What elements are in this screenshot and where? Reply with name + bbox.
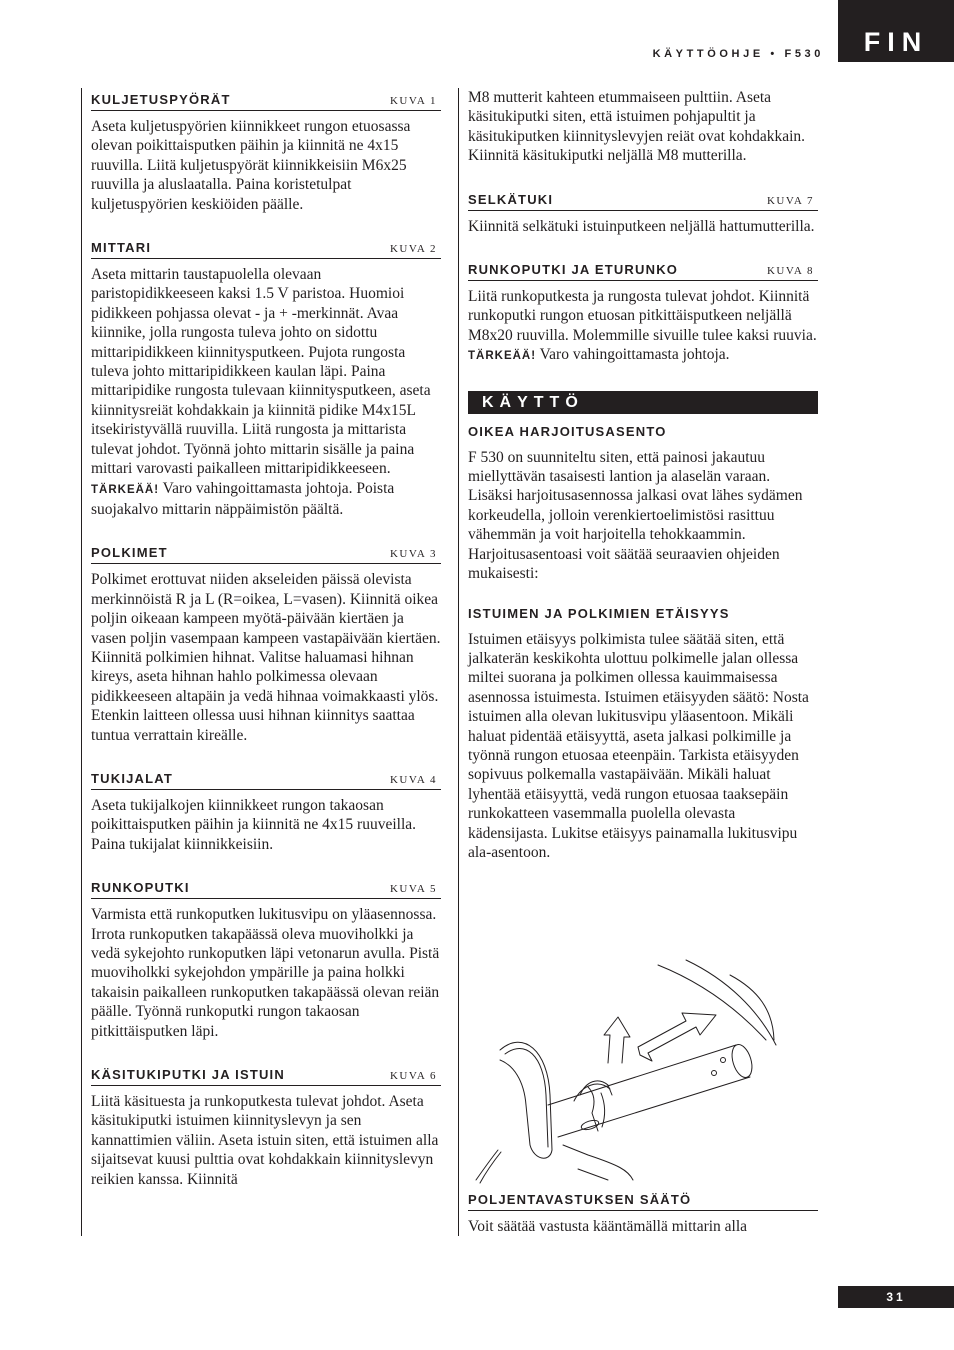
section-header: [468, 424, 818, 442]
left-column-rule: [81, 88, 82, 1236]
section-runkoputki-eturunko: [468, 258, 818, 367]
figure-reference: KUVA 2: [389, 243, 437, 256]
text-part: Aseta mittarin taustapuolella olevaan paristopidikkeeseen kaksi 1.5 V paristoa. Huomioi pidikkeen pohjassa olevat - ja + -merkinnät. Avaa kiinnike, jolla rungosta tuleva johto on sidottu mittaripidikkeen kiinnitysputkeen. Pujota rungosta tuleva johto mittaripidikkeen kaulan läpi. Paina mittaripidike rungosta tulevaan kiinnitysputkeen, aseta kiinnitysreiät kohdakkain ja kiinnitä pidike M4x15L itsekiristyvällä ruuvilla. Liitä rungosta ja mittarista tulevat johdot. Työnnä johto mittarin sisälle ja paina mittari varovasti paikalleen mittaripidikkeeseen.: [91, 266, 431, 478]
section-title: OIKEA HARJOITUSASENTO: [468, 423, 667, 439]
section-header: [91, 1063, 441, 1086]
section-text: Voit säätää vastusta kääntämällä mittarin alla: [468, 1218, 748, 1235]
section-kasitukiputki: [91, 1063, 441, 1189]
figure-reference: KUVA 3: [389, 548, 437, 561]
section-title: RUNKOPUTKI JA ETURUNKO: [468, 262, 679, 278]
section-kuljetuspyorat: [91, 88, 441, 214]
section-header: [91, 876, 441, 899]
figure-reference: KUVA 6: [389, 1070, 437, 1083]
seat-adjustment-illustration: [468, 955, 818, 1185]
continued-text: M8 mutterit kahteen etummaiseen pulttiin. Aseta käsitukiputki siten, että istuimen pohjapultit ja käsitukiputken kiinnityslevyjen reiät ovat kohdakkain. Kiinnitä käsitukiputki neljällä M8 mutterilla.: [468, 89, 806, 165]
section-header: [91, 541, 441, 564]
section-selkatuki: [468, 188, 818, 236]
section-header: [91, 767, 441, 790]
section-text: [91, 265, 441, 519]
section-text: F 530 on suunniteltu siten, että painosi jakautuu miellyttävän tasaisesti lantion ja alaselän varaan. Lisäksi harjoitusasennossa jalkasi ovat lähes sydämen korkeudella, jolloin verenkiertoelimistösi rasittuu vähemmän ja voit harjoitella tehokkaammin. Harjoitusasentoasi voit säätää seuraavien ohjeiden mukaisesti:: [468, 448, 803, 583]
text-part: Varo vahingoittamasta johtoja.: [539, 346, 730, 364]
section-title: POLKIMET: [91, 545, 168, 561]
section-header: [91, 88, 441, 111]
main-heading: KÄYTTÖ: [468, 391, 818, 414]
section-header: [91, 236, 441, 259]
figure-reference: KUVA 5: [389, 883, 437, 896]
section-title: SELKÄTUKI: [468, 191, 554, 207]
section-text: Istuimen etäisyys polkimista tulee säätää siten, että jalkaterän keskikohta ulottuu polkimelle jalan ollessa miltei suorana ja polkimen ollessa kauimmaisessa asennossa istuimesta. Istuimen etäisyyden säätö: Nosta istuimen alla olevan lukitusvipu yläasentoon. Mikäli haluat pidentää etäisyyttä, aseta jalkasi polkimille ja työnnä rungon etuosaa eteenpäin. Tarkista etäisyyden sopivuus polkemalla vastapäivään. Mikäli haluat lyhentää etäisyyttä, vedä rungon etuosaa taaksepäin runkokatteen vasemmalla puolella olevasta kädensijasta. Lukitse etäisyys painamalla lukitusvipu ala-asentoon.: [468, 630, 809, 861]
section-text: Liitä käsituesta ja runkoputkesta tulevat johdot. Aseta käsitukiputki istuimen kiinnityslevyn ja sen kannattimien väliin. Aseta istuin siten, että istuimen alla sijaitsevat kuusi pulttia ovat kohdakkain kiinnityslevyn reikien kanssa. Kiinnitä: [91, 1093, 439, 1188]
section-title: KULJETUSPYÖRÄT: [91, 92, 231, 107]
middle-column-rule: [458, 88, 459, 1236]
section-header: [468, 188, 818, 211]
section-title: TUKIJALAT: [91, 770, 174, 786]
section-text: Aseta tukijalkojen kiinnikkeet rungon takaosan poikittaisputken päihin ja kiinnitä ne 4x15 ruuveilla. Paina tukijalat kiinnikkeisiin.: [91, 796, 417, 853]
section-text: Kiinnitä selkätuki istuinputkeen neljällä hattumutterilla.: [468, 217, 815, 235]
section-text: Varmista että runkoputken lukitusvipu on yläasennossa. Irrota runkoputken takapäässä oleva muoviholkki ja vedä sykejohto runkoputken läpi vetonarun avulla. Pistä muoviholkki sykejohdon ympärille ja paina holkki takaisin paikalleen runkoputken takapäässä olevan reiän päälle. Työnnä runkoputki rungon takaosan pitkittäisputken läpi.: [91, 906, 440, 1040]
warning-label: TÄRKEÄÄ!: [91, 483, 160, 496]
left-column: [91, 88, 441, 1189]
section-harjoitusasento: [468, 424, 818, 584]
figure-reference: KUVA 7: [766, 194, 814, 207]
section-text: Polkimet erottuvat niiden akseleiden päissä olevista merkinnöistä R ja L (R=oikea, L=vasen). Kiinnitä oikea poljin oikeaan kampeen myötä-päivään kiertäen ja vasen poljin vasempaan kampeen vastapäivään kiertäen. Kiinnitä polkimien hihnat. Valitse haluamasi hihnan kireys, aseta hihnan hahlo polkimessa olevaan pidikkeeseen altapäin ja vedä hihnaa voimakkaasti ylös. Etenkin laitteen ollessa uusi hihnan kiinnitys saattaa tuntua verrattain kireälle.: [91, 571, 441, 744]
section-poljentavastus: [468, 1188, 818, 1236]
section-header: [468, 1188, 818, 1211]
warning-label: TÄRKEÄÄ!: [468, 350, 537, 363]
section-title: MITTARI: [91, 240, 152, 256]
section-text: [468, 287, 818, 367]
section-title: RUNKOPUTKI: [91, 880, 190, 896]
section-header: [468, 258, 818, 281]
language-tab: FIN: [838, 0, 954, 62]
right-column: [468, 88, 818, 862]
figure-reference: KUVA 4: [389, 773, 437, 786]
section-tukijalat: [91, 767, 441, 854]
text-part: Liitä runkoputkesta ja rungosta tulevat johdot. Kiinnitä runkoputki rungon etuosan pitkittäisputkeen neljällä M8x20 ruuvilla. Molemmille sivuille tulee kaksi ruuvia.: [468, 288, 817, 344]
section-runkoputki: [91, 876, 441, 1041]
section-text: Aseta kuljetuspyörien kiinnikkeet rungon etuosassa olevan poikittaisputken päihin ja kiinnitä ne 4x15 ruuvilla. Liitä kuljetuspyörät kiinnikkeisiin M6x25 ruuvilla ja aluslaatalla. Paina koristetulpat kuljetuspyörien keskiöiden päälle.: [91, 118, 411, 213]
page-number: 31: [838, 1286, 954, 1308]
section-title: KÄSITUKIPUTKI JA ISTUIN: [91, 1067, 285, 1083]
figure-reference: KUVA 1: [389, 95, 437, 107]
running-header: KÄYTTÖOHJE • F530: [652, 48, 824, 60]
section-header: [468, 606, 818, 624]
section-title: ISTUIMEN JA POLKIMIEN ETÄISYYS: [468, 605, 730, 621]
figure-reference: KUVA 8: [766, 265, 814, 278]
section-title: POLJENTAVASTUKSEN SÄÄTÖ: [468, 1192, 692, 1207]
section-istuimen-etaisyys: [468, 606, 818, 863]
text-part: Varo vahingoittamasta johtoja. Poista suojakalvo mittarin näppäimistön päältä.: [91, 479, 395, 518]
section-mittari: [91, 236, 441, 519]
section-polkimet: [91, 541, 441, 745]
